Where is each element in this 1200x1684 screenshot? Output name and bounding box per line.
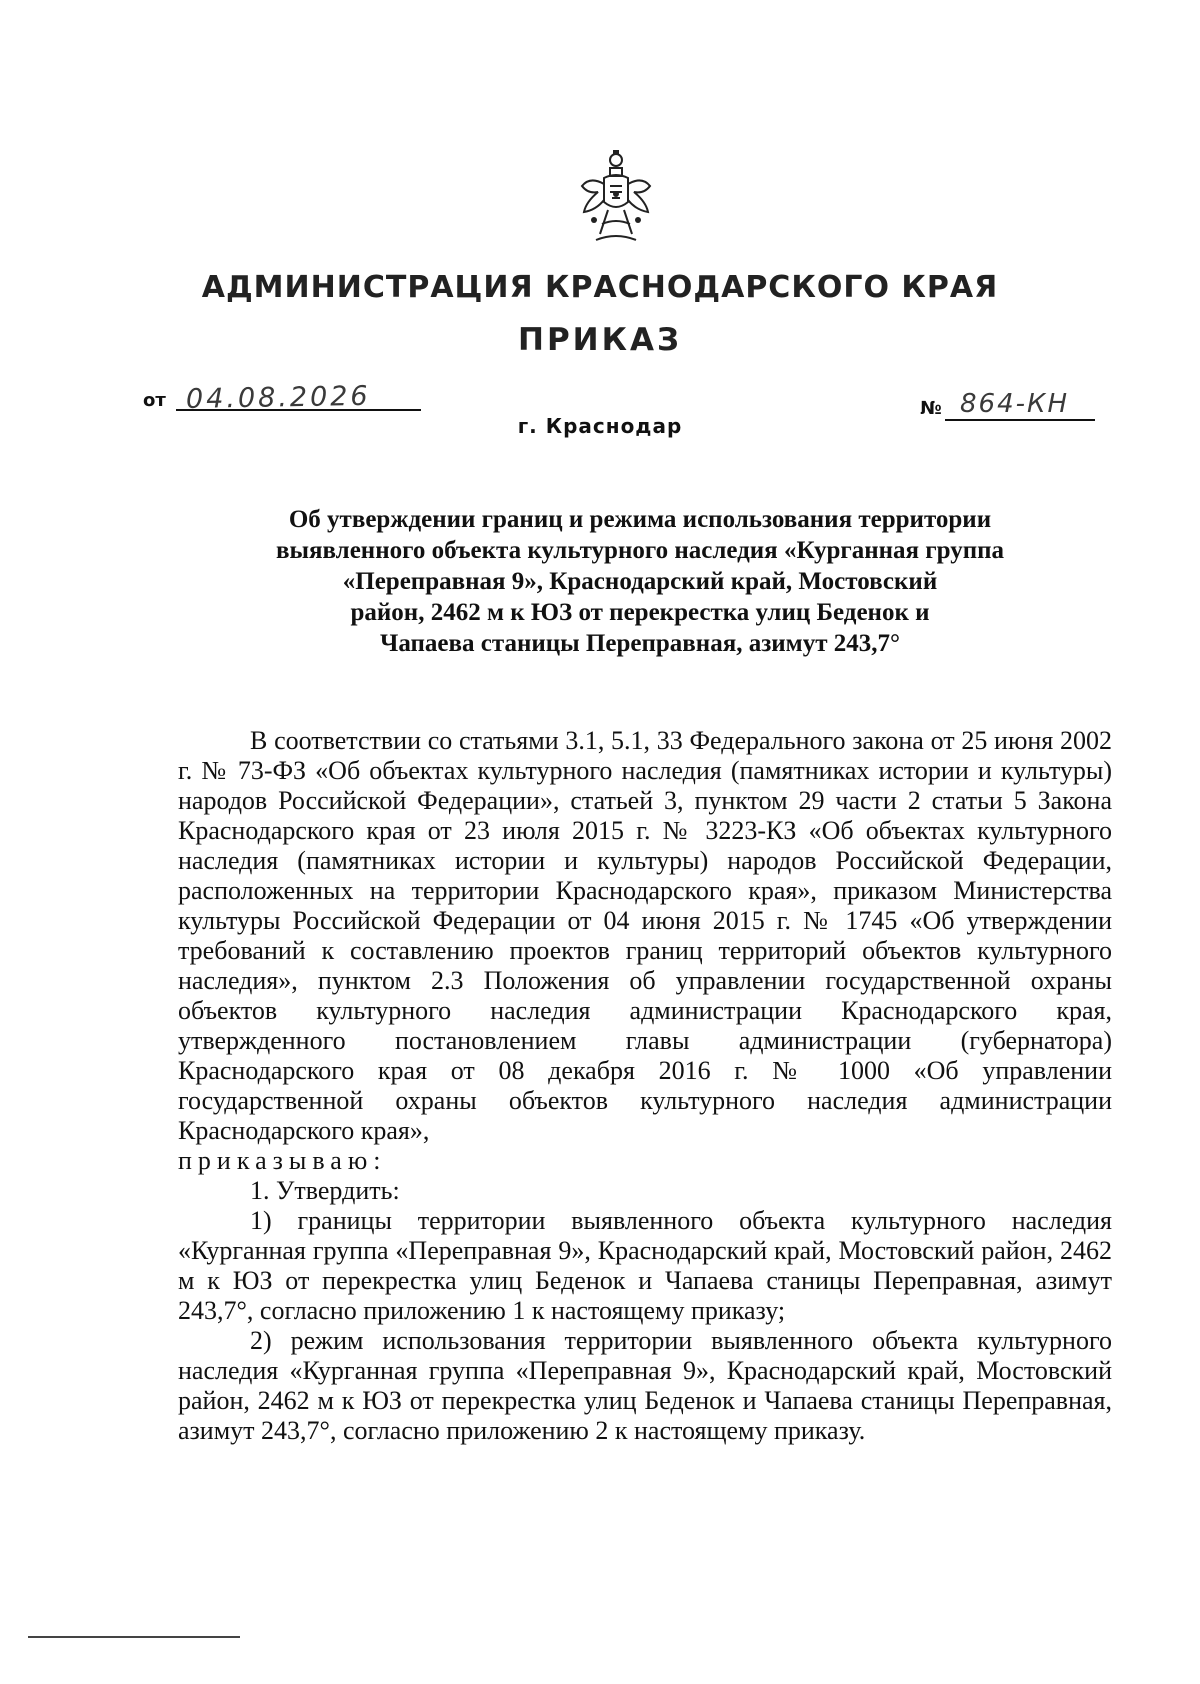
number-underline	[945, 419, 1095, 421]
date-label: от	[143, 390, 166, 411]
subject-line: район, 2462 м к ЮЗ от перекрестка улиц Беденок и	[350, 599, 930, 626]
subject-line: «Переправная 9», Краснодарский край, Мостовский	[342, 568, 938, 595]
number-handwritten: 864-КН	[960, 389, 1070, 419]
preamble-paragraph: В соответствии со статьями 3.1, 5.1, 33 Федерального закона от 25 июня 2002 г. № 73-ФЗ «Об объектах культурного наследия (памятниках истории и культуры) народов Российской Федерации», статьей 3, пунктом 29 части 2 статьи 5 Закона Краснодарского края от 23 июля 2015 г. № 3223-КЗ «Об объектах культурного наследия (памятниках истории и культуры) народов Российской Федерации, расположенных на территории Краснодарского края», приказом Министерства культуры Российской Федерации от 04 июня 2015 г. № 1745 «Об утверждении требований к составлению проектов границ территорий объектов культурного наследия», пунктом 2.3 Положения об управлении государственной охраны объектов культурного наследия администрации Краснодарского края, утвержденного постановлением главы администрации (губернатора) Краснодарского края от 08 декабря 2016 г. № 1000 «Об управлении государственной охраны объектов культурного наследия администрации Краснодарского края»,	[178, 726, 1112, 1145]
city: г. Краснодар	[517, 414, 683, 438]
subject-line: Чапаева станицы Переправная, азимут 243,7°	[380, 630, 900, 657]
document-body	[178, 726, 1112, 1446]
order-word: приказываю:	[178, 1146, 387, 1175]
document-type: ПРИКАЗ	[518, 322, 682, 358]
organization-title: АДМИНИСТРАЦИЯ КРАСНОДАРСКОГО КРАЯ	[201, 270, 999, 305]
coat-of-arms-icon	[574, 150, 658, 248]
document-subject	[200, 504, 1080, 659]
item-1: 1. Утвердить:	[250, 1176, 400, 1205]
subject-line: выявленного объекта культурного наследия «Курганная группа	[275, 537, 1005, 564]
date-handwritten: 04.08.2026	[185, 380, 371, 416]
footer-rule	[28, 1636, 240, 1638]
item-1-1: 1) границы территории выявленного объекта культурного наследия «Курганная группа «Переправная 9», Краснодарский край, Мостовский район, 2462 м к ЮЗ от перекрестка улиц Беденок и Чапаева станицы Переправная, азимут 243,7°, согласно приложению 1 к настоящему приказу;	[178, 1206, 1112, 1325]
subject-line: Об утверждении границ и режима использования территории	[288, 506, 992, 533]
number-label: №	[920, 398, 942, 419]
item-1-2: 2) режим использования территории выявленного объекта культурного наследия «Курганная группа «Переправная 9», Краснодарский край, Мостовский район, 2462 м к ЮЗ от перекрестка улиц Беденок и Чапаева станицы Переправная, азимут 243,7°, согласно приложению 2 к настоящему приказу.	[178, 1326, 1112, 1445]
